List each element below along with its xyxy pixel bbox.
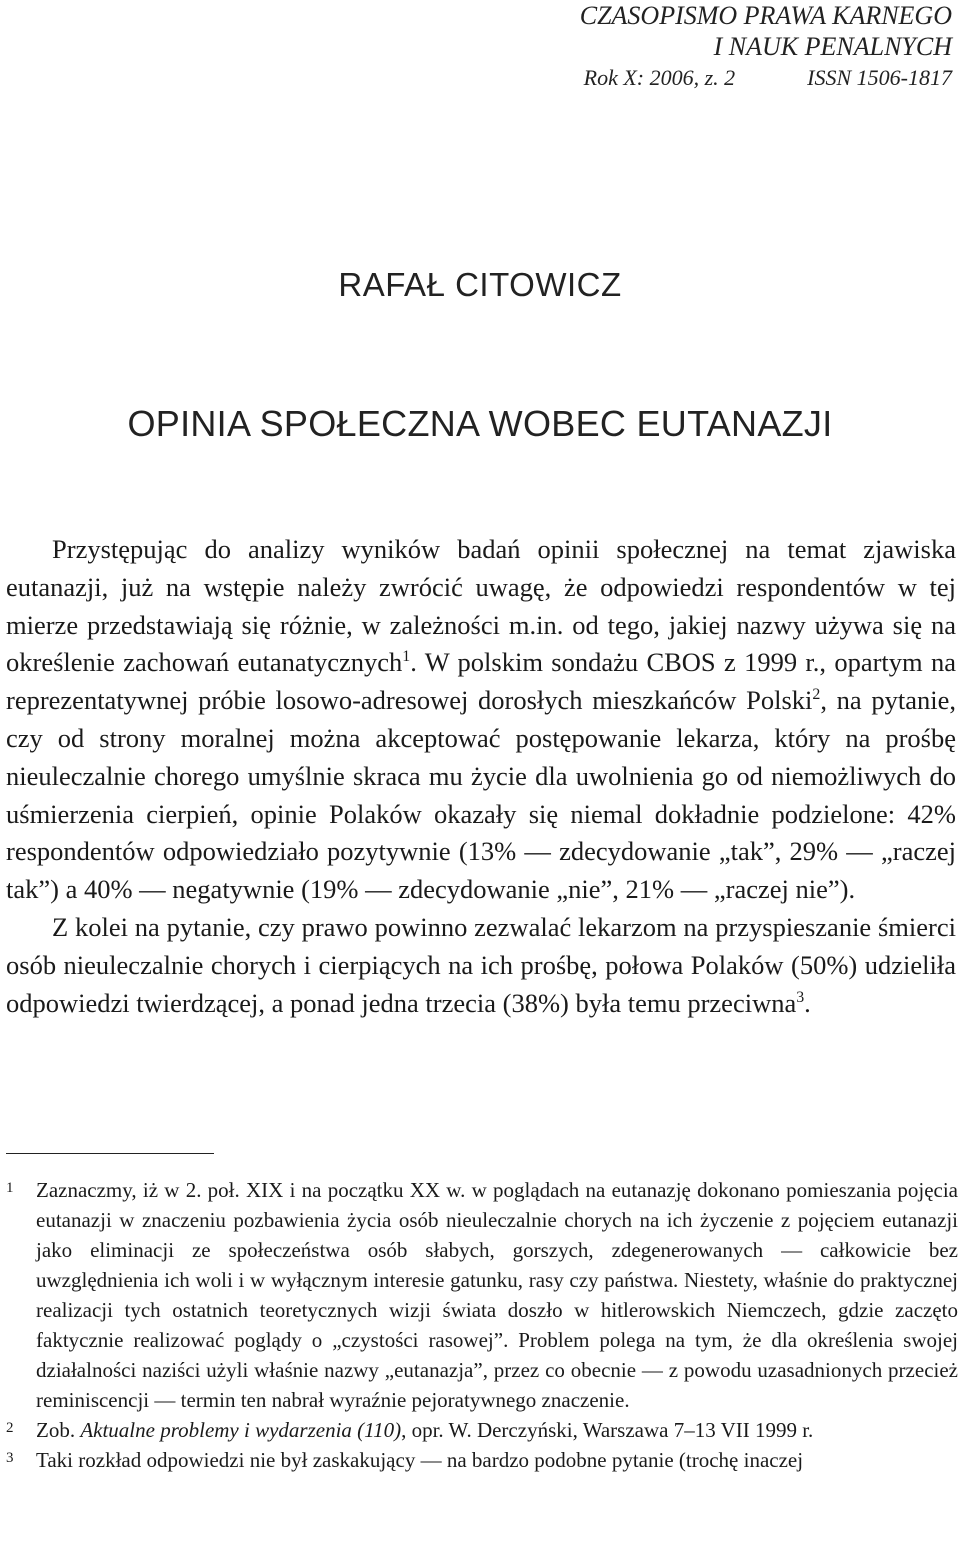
author-name: RAFAŁ CITOWICZ [338, 266, 622, 303]
journal-issue: Rok X: 2006, z. 2 [583, 65, 736, 90]
footnote-ref-1[interactable]: 1 [402, 648, 411, 666]
footnote-number: 3 [6, 1450, 14, 1466]
footnote-3 [6, 1445, 958, 1475]
footnote-ref-2[interactable]: 2 [812, 686, 821, 704]
footnote-number: 1 [6, 1180, 14, 1196]
cited-title: Aktualne problemy i wydarzenia (110) [80, 1418, 402, 1442]
journal-name-line1: CZASOPISMO PRAWA KARNEGO [579, 1, 952, 30]
footnote-text: Taki rozkład odpowiedzi nie był zaskakujący — na bardzo podobne pytanie (trochę inaczej [36, 1448, 804, 1472]
footnote-text: Zaznaczmy, iż w 2. poł. XIX i na początku XX w. w poglądach na eutanazję dokonano pomieszania pojęcia eutanazji w znaczeniu pozbawienia życia osób nieuleczalnie chorych na ich życzenie z pojęciem eutanazji jako eliminacji ze społeczeństwa osób słabych, gorszych, zdegenerowanych — całkowicie bez uwzględnienia ich woli i w wyłącznym interesie gatunku, rasy czy państwa. Niestety, właśnie do praktycznej realizacji tych ostatnich teoretycznych wizji świata doszło w hitlerowskich Niemczech, gdzie zaczęto faktycznie realizować poglądy o „czystości rasowej”. Problem polega na tym, że dla określenia swojej działalności naziści użyli właśnie nazwy „eutanazja”, przez co obecnie — z powodu uzasadnionych przecież reminiscencji — termin ten nabrał wyraźnie pejoratywnego znaczenie. [36, 1178, 958, 1412]
paragraph-1: Przystępując do analizy wyników badań opinii społecznej na temat zjawiska eutanazji, już na wstępie należy zwrócić uwagę, że odpowiedzi respondentów w tej mierze przedstawiają się różnie, w zależności m.in. od tego, jakiej nazwy używa się na określenie zachowań eutanatycznych$^1$. W polskim sondażu CBOS z 1999 r., opartym na reprezentatywnej próbie losowo-adresowej dorosłych mieszkańców Polski$^2$, na pytanie, czy od strony moralnej można akceptować postępowanie lekarza, który na prośbę nieuleczalnie chorego umyślnie skraca mu życie dla uwolnienia go od niemożliwych do uśmierzenia cierpień, opinie Polaków okazały się niemal dokładnie podzielone: 42% respondentów odpowiedziało pozytywnie (13% — zdecydowanie „tak”, 29% — „raczej tak”) a 40% — negatywnie (19% — zdecydowanie „nie”, 21% — „raczej nie”). [6, 534, 956, 905]
article-title: OPINIA SPOŁECZNA WOBEC EUTANAZJI [127, 403, 833, 444]
footnotes [6, 1175, 958, 1475]
paragraph-2: Z kolei na pytanie, czy prawo powinno zezwalać lekarzom na przyspieszanie śmierci osób nieuleczalnie chorych i cierpiących na ich prośbę, połowa Polaków (50%) udzieliła odpowiedzi twierdzącej, a ponad jedna trzecia (38%) była temu przeciwna$^3$. [6, 911, 956, 1018]
journal-name-line2: I NAUK PENALNYCH [713, 32, 952, 61]
journal-header [580, 0, 952, 93]
footnote-ref-3[interactable]: 3 [796, 988, 805, 1006]
footnote-1 [6, 1175, 958, 1415]
footnote-2: 2 Zob. Aktualne problemy i wydarzenia (110), opr. W. Derczyński, Warszawa 7–13 VII 1999 r. [6, 1415, 958, 1445]
footnote-divider [6, 1153, 214, 1154]
footnote-number: 2 [6, 1420, 14, 1436]
journal-issn: ISSN 1506-1817 [807, 65, 952, 90]
journal-meta [580, 62, 952, 93]
article-body [6, 531, 956, 1022]
